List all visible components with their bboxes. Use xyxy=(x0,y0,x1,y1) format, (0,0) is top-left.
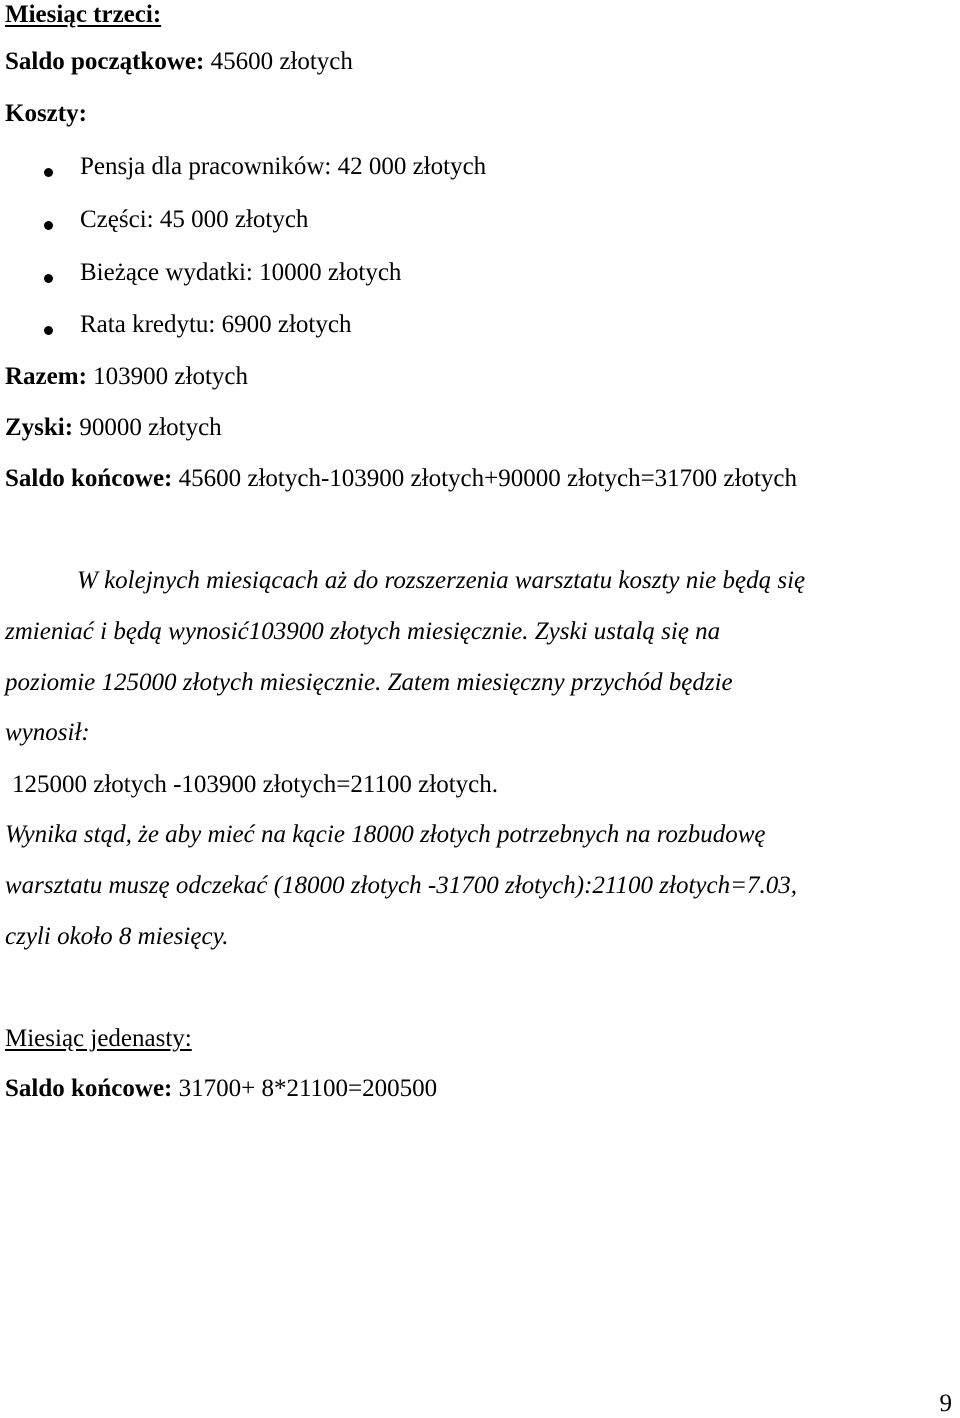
paragraph-line: W kolejnych miesiącach aż do rozszerzenia warsztatu koszty nie będą się xyxy=(77,567,806,594)
closing-balance-value: 45600 złotych-103900 złotych+90000 złotych=31700 złotych xyxy=(172,465,797,492)
cost-item: Pensja dla pracowników: 42 000 złotych xyxy=(80,153,487,180)
final-balance-label: Saldo końcowe: xyxy=(5,1075,173,1102)
opening-balance-value: 45600 złotych xyxy=(204,48,353,75)
bullet-icon xyxy=(44,274,53,283)
bullet-icon xyxy=(44,168,53,177)
profits-line xyxy=(5,413,222,443)
paragraph-line: poziomie 125000 złotych miesięcznie. Zatem miesięczny przychód będzie xyxy=(5,669,733,696)
page-number: 9 xyxy=(939,1390,952,1417)
final-balance-value: 31700+ 8*21100=200500 xyxy=(172,1075,438,1102)
paragraph-line: wynosił: xyxy=(5,719,90,746)
total-line xyxy=(5,362,248,392)
bullet-icon xyxy=(44,221,53,230)
closing-balance-label: Saldo końcowe: xyxy=(5,465,173,492)
closing-balance-line xyxy=(5,464,797,494)
total-value: 103900 złotych xyxy=(86,363,248,390)
paragraph-line: zmieniać i będą wynosić103900 złotych miesięcznie. Zyski ustalą się na xyxy=(5,618,721,645)
opening-balance-label: Saldo początkowe: xyxy=(5,48,205,75)
cost-item: Rata kredytu: 6900 złotych xyxy=(80,311,352,338)
paragraph-line: warsztatu muszę odczekać (18000 złotych -31700 złotych):21100 złotych=7.03, xyxy=(5,872,797,899)
opening-balance-line xyxy=(5,47,353,77)
month-eleven-heading: Miesiąc jedenasty: xyxy=(5,1025,192,1052)
paragraph-line: Wynika stąd, że aby mieć na kącie 18000 złotych potrzebnych na rozbudowę xyxy=(5,821,766,848)
costs-label: Koszty: xyxy=(5,100,87,127)
month-three-heading: Miesiąc trzeci: xyxy=(5,1,162,28)
final-balance-line xyxy=(5,1074,437,1104)
profits-label: Zyski: xyxy=(5,414,74,441)
income-calculation: 125000 złotych -103900 złotych=21100 złotych. xyxy=(12,771,498,798)
paragraph-line: czyli około 8 miesięcy. xyxy=(5,923,229,950)
bullet-icon xyxy=(44,326,53,335)
profits-value: 90000 złotych xyxy=(73,414,222,441)
total-label: Razem: xyxy=(5,363,87,390)
cost-item: Bieżące wydatki: 10000 złotych xyxy=(80,259,402,286)
cost-item: Części: 45 000 złotych xyxy=(80,206,309,233)
